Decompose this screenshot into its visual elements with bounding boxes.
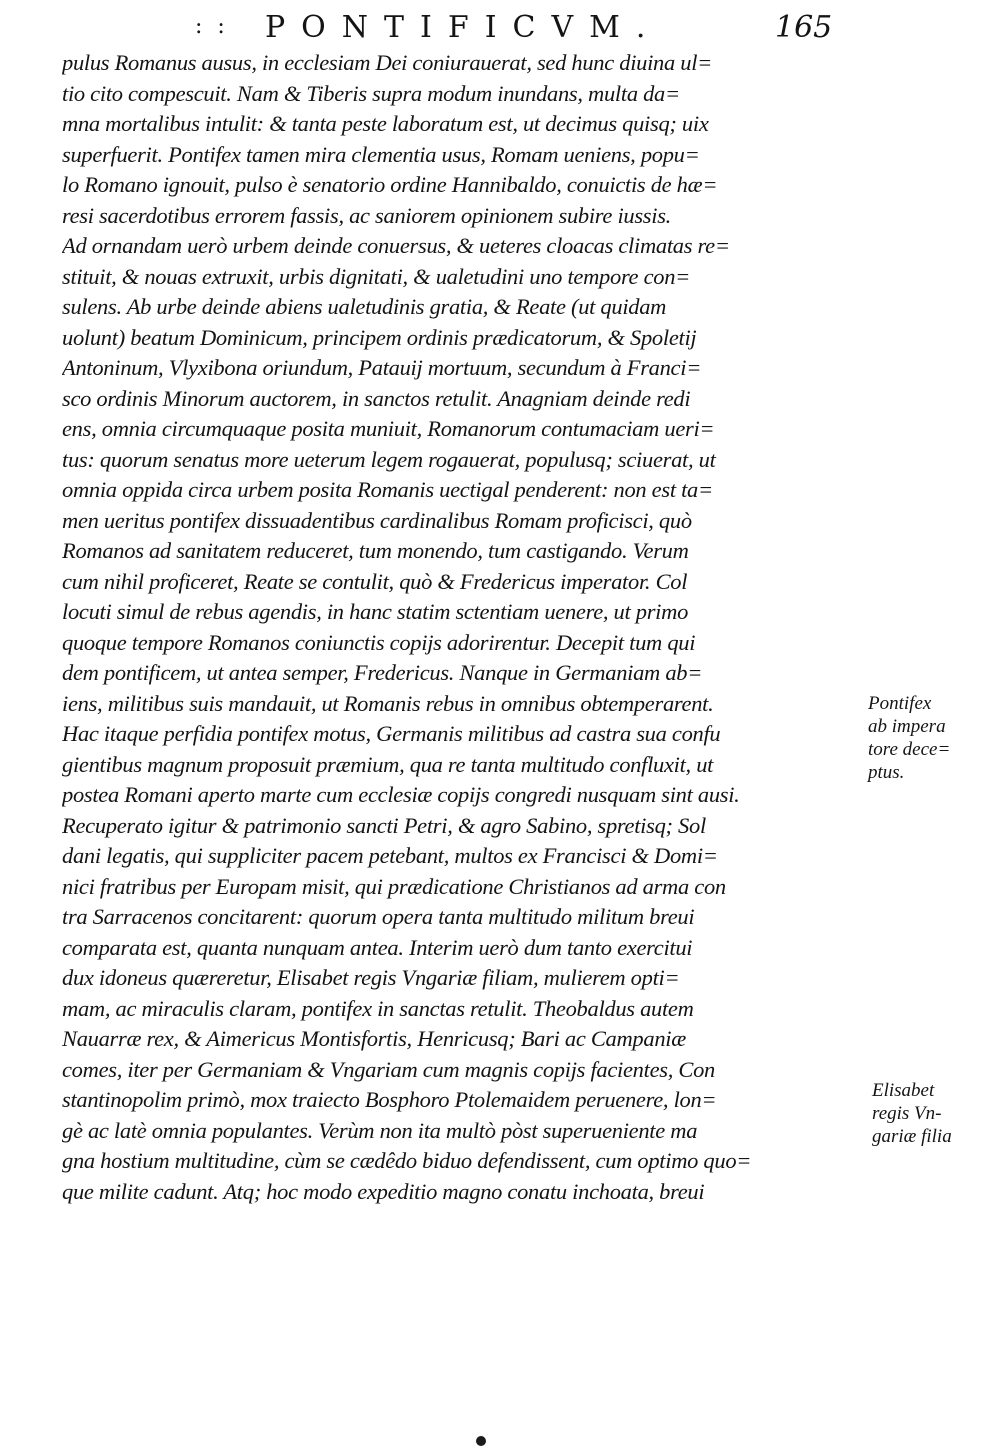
text-line: gna hostium multitudine, cùm se cædêdo biduo defendissent, cum optimo quo= (62, 1148, 752, 1173)
text-line: omnia oppida circa urbem posita Romanis uectigal penderent: non est ta= (62, 477, 713, 502)
text-line: Ad ornandam uerò urbem deinde conuersus, & ueteres cloacas climatas re= (62, 233, 730, 258)
text-line: uolunt) beatum Dominicum, principem ordinis prædicatorum, & Spoletij (62, 324, 697, 350)
text-line: tra Sarracenos concitarent: quorum opera tanta multitudo militum breui (62, 904, 695, 929)
text-line: Romanos ad sanitatem reduceret, tum monendo, tum castigando. Verum (62, 538, 689, 563)
text-line: lo Romano ignouit, pulso è senatorio ordine Hannibaldo, conuictis de hæ= (62, 172, 718, 197)
marginal-note-line: Elisabet (872, 1080, 935, 1101)
text-line: quoque tempore Romanos coniunctis copijs adorirentur. Decepit tum qui (62, 629, 696, 655)
text-line: iens, militibus suis mandauit, ut Romanis rebus in omnibus obtemperarent. (62, 690, 714, 716)
text-line: gientibus magnum proposuit præmium, qua re tanta multitudo confluxit, ut (62, 751, 714, 777)
page-number: 165 (775, 10, 833, 45)
marginal-note-elisabet (872, 1079, 992, 1148)
text-line: cum nihil proficeret, Reate se contulit, quò & Fredericus imperator. Col (62, 568, 688, 594)
text-line: stantinopolim primò, mox traiecto Bosphoro Ptolemaidem peruenere, lon= (62, 1087, 717, 1112)
text-line: Nauarræ rex, & Aimericus Montisfortis, Henricusq; Bari ac Campaniæ (62, 1026, 686, 1051)
printer-ornament-dot (476, 1436, 486, 1446)
text-line: comparata est, quanta nunquam antea. Interim uerò dum tanto exercitui (62, 934, 693, 960)
text-line: stituit, & nouas extruxit, urbis dignitati, & ualetudini uno tempore con= (62, 263, 691, 289)
text-line: resi sacerdotibus errorem fassis, ac saniorem opinionem subire iussis. (62, 202, 671, 228)
text-line: pulus Romanus ausus, in ecclesiam Dei coniurauerat, sed hunc diuina ul= (62, 50, 713, 75)
text-line: gè ac latè omnia populantes. Verùm non ita multò pòst superueniente ma (62, 1117, 698, 1143)
running-head (195, 8, 845, 52)
text-line: dux idoneus quæreretur, Elisabet regis Vngariæ filiam, mulierem opti= (62, 965, 680, 990)
text-line: superfuerit. Pontifex tamen mira clementia usus, Romam ueniens, popu= (62, 141, 700, 167)
text-line: postea Romani aperto marte cum ecclesiæ copijs congredi nusquam sint ausi. (62, 782, 740, 807)
text-line: Recuperato igitur & patrimonio sancti Petri, & agro Sabino, spretisq; Sol (62, 812, 706, 838)
text-line: dani legatis, qui suppliciter pacem petebant, multos ex Francisci & Domi= (62, 843, 718, 868)
marginal-note-line: ptus. (868, 762, 905, 783)
text-line: Antoninum, Vlyxibona oriundum, Patauij mortuum, secundum à Franci= (62, 355, 702, 380)
text-line: sulens. Ab urbe deinde abiens ualetudinis gratia, & Reate (ut quidam (62, 294, 667, 319)
marginal-note-line: Pontifex (868, 693, 932, 714)
running-head-marks: : : (195, 14, 229, 39)
text-line: ens, omnia circumquaque posita muniuit, Romanorum contumaciam ueri= (62, 416, 715, 441)
running-head-title: PONTIFICVM. (265, 10, 662, 45)
text-line: tus: quorum senatus more ueterum legem rogauerat, populusq; sciuerat, ut (62, 446, 716, 472)
body-text (62, 48, 862, 1207)
marginal-note-pontifex (868, 692, 988, 784)
text-line: mna mortalibus intulit: & tanta peste laboratum est, ut decimus quisq; uix (62, 111, 709, 136)
marginal-note-line: gariæ filia (872, 1126, 952, 1147)
text-line: Hac itaque perfidia pontifex motus, Germanis militibus ad castra sua confu (62, 721, 721, 746)
text-line: nici fratribus per Europam misit, qui prædicatione Christianos ad arma con (62, 873, 726, 899)
text-line: que milite cadunt. Atq; hoc modo expeditio magno conatu inchoata, breui (62, 1178, 705, 1204)
text-line: comes, iter per Germaniam & Vngariam cum magnis copijs facientes, Con (62, 1056, 715, 1082)
text-line: sco ordinis Minorum auctorem, in sanctos retulit. Anagniam deinde redi (62, 385, 691, 411)
text-line: tio cito compescuit. Nam & Tiberis supra modum inundans, multa da= (62, 80, 680, 106)
marginal-note-line: tore dece= (868, 739, 951, 760)
text-line: men ueritus pontifex dissuadentibus cardinalibus Romam proficisci, quò (62, 507, 692, 533)
text-line: dem pontificem, ut antea semper, Fredericus. Nanque in Germaniam ab= (62, 660, 703, 685)
text-line: mam, ac miraculis claram, pontifex in sanctas retulit. Theobaldus autem (62, 995, 694, 1021)
text-line: locuti simul de rebus agendis, in hanc statim sctentiam uenere, ut primo (62, 599, 689, 624)
marginal-note-line: regis Vn- (872, 1103, 942, 1124)
marginal-note-line: ab impera (868, 716, 946, 737)
